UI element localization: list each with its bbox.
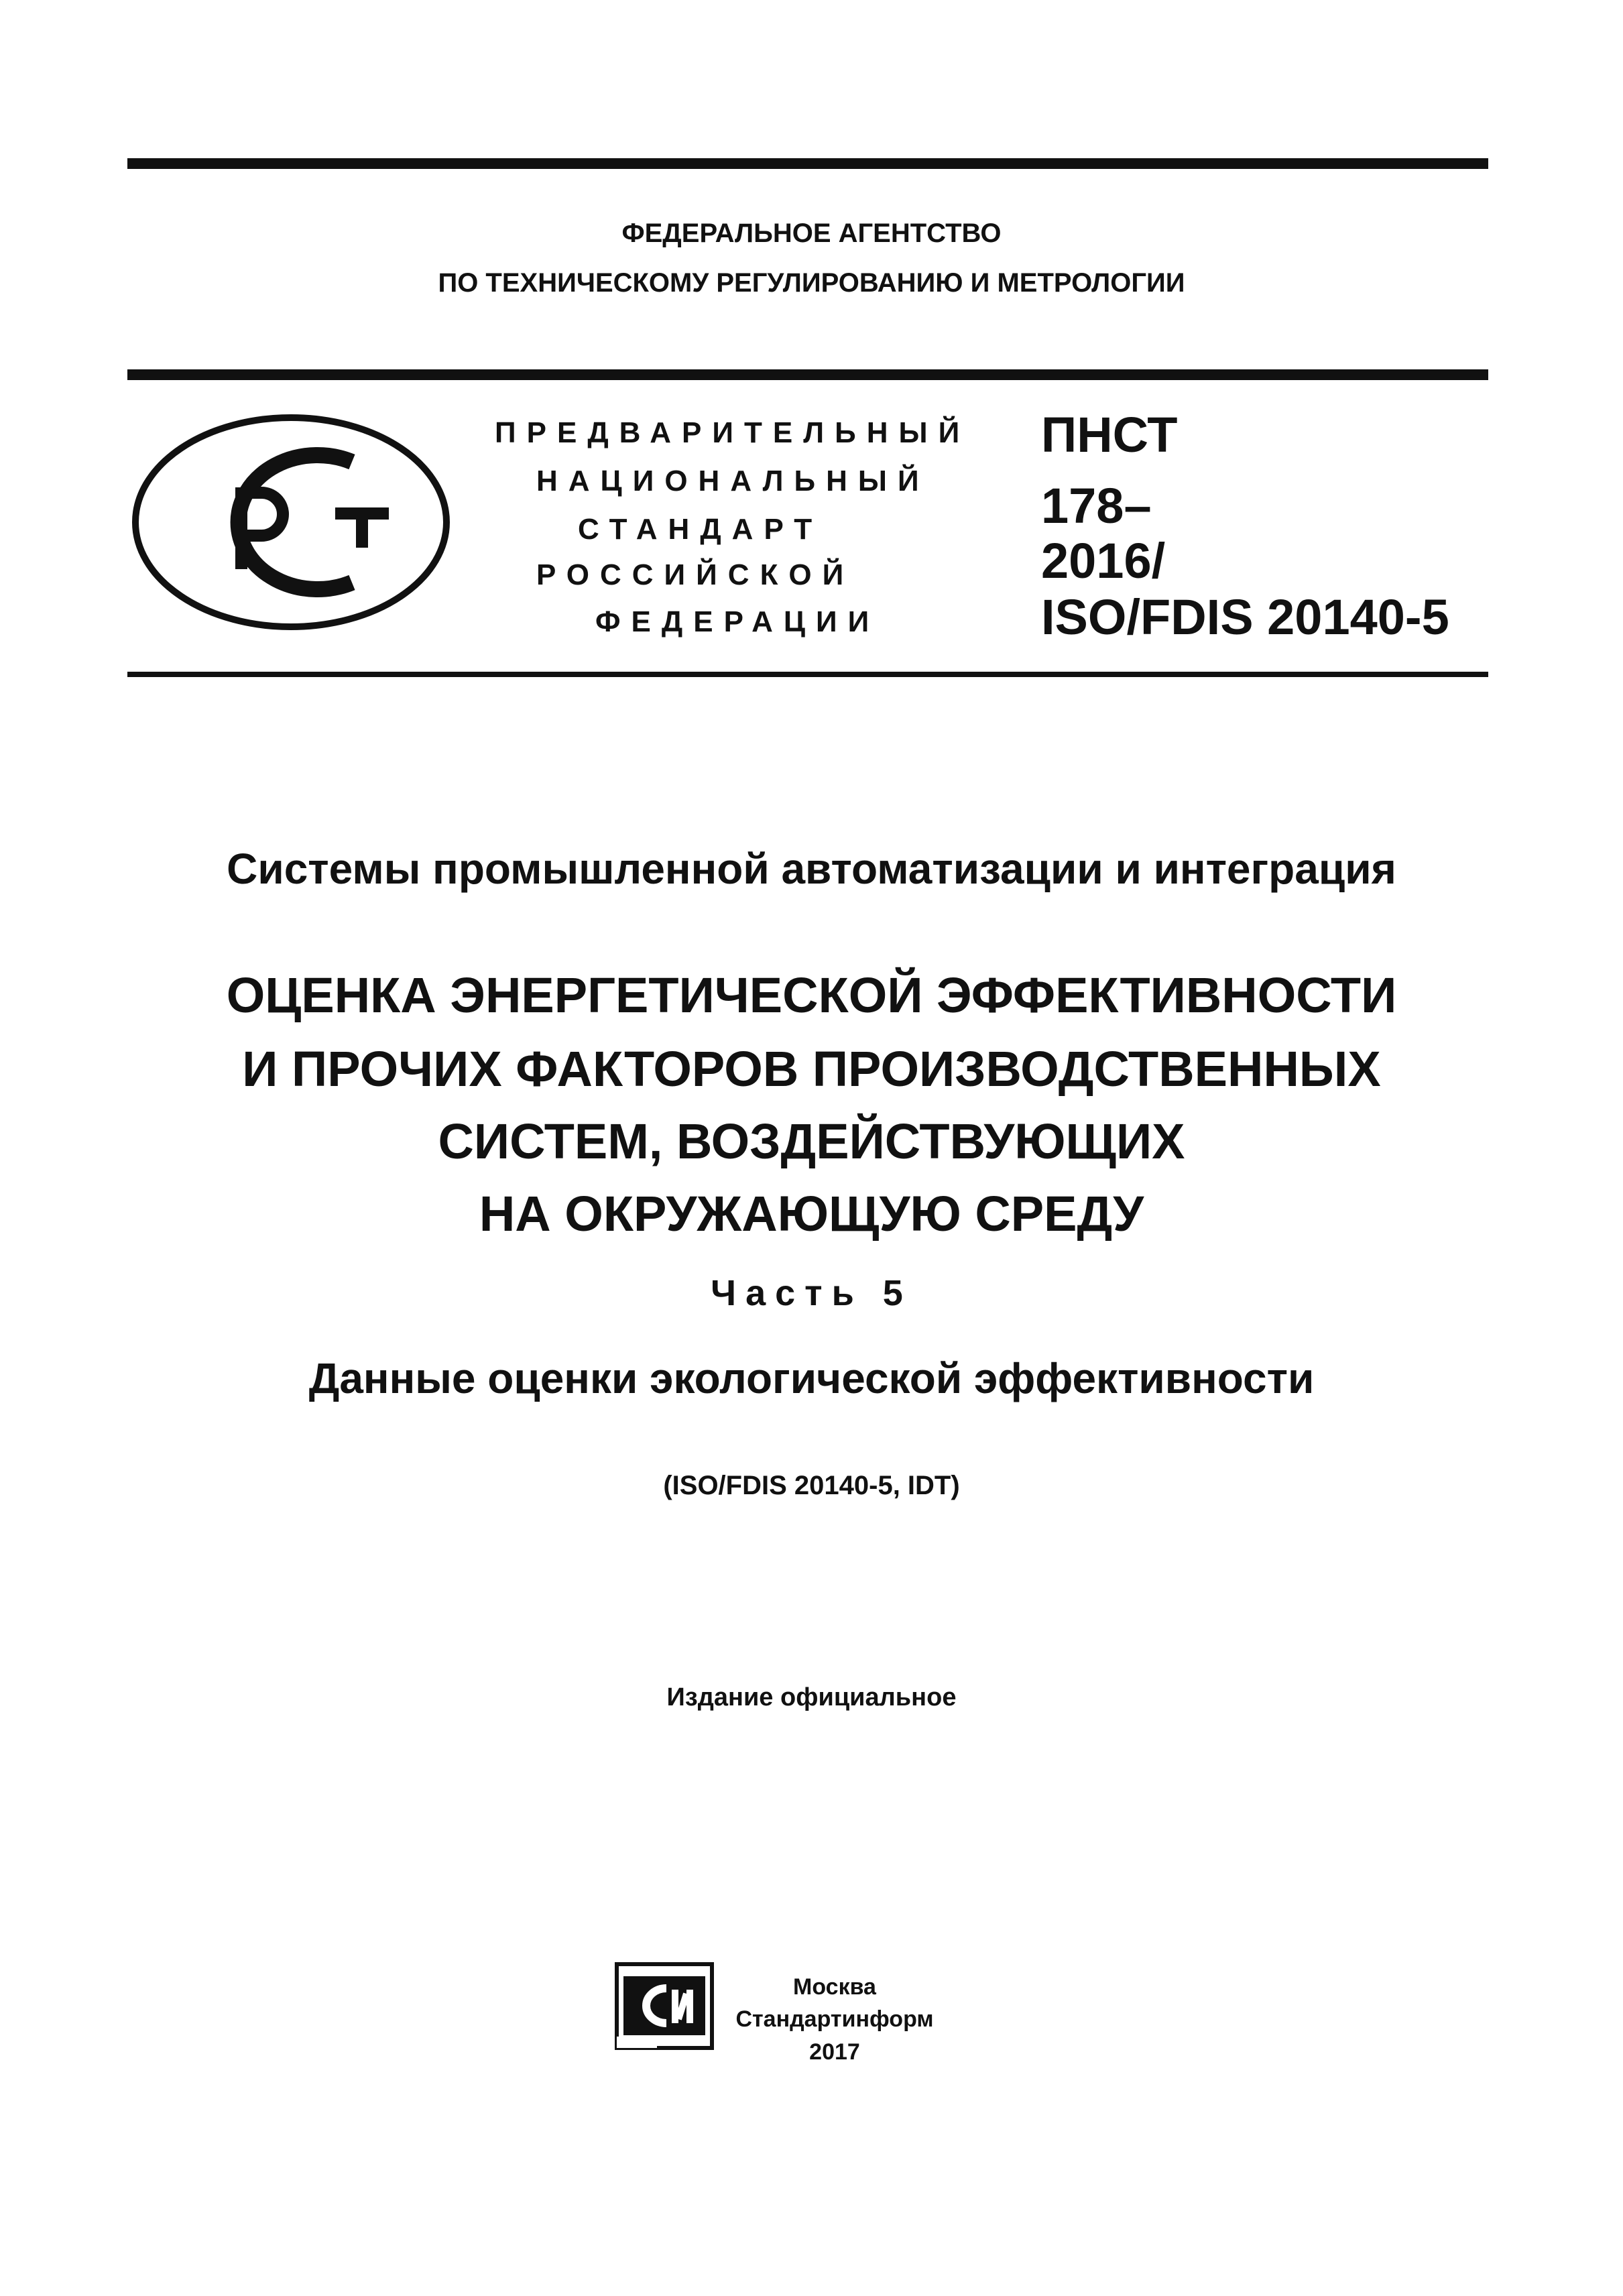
iso-reference: (ISO/FDIS 20140-5, IDT)	[663, 1471, 960, 1500]
designation-line-1: ПНСТ	[1041, 407, 1178, 463]
standard-type-line-4: РОССИЙСКОЙ	[536, 558, 855, 591]
publisher-city: Москва	[793, 1974, 876, 2000]
agency-line-2: ПО ТЕХНИЧЕСКОМУ РЕГУЛИРОВАНИЮ И МЕТРОЛОГИИ	[438, 268, 1185, 298]
edition-label: Издание официальное	[666, 1683, 957, 1711]
standard-type-line-5: ФЕДЕРАЦИИ	[595, 605, 880, 638]
designation-line-3: 2016/	[1041, 533, 1166, 589]
main-title-line-3: СИСТЕМ, ВОЗДЕЙСТВУЮЩИХ	[438, 1113, 1185, 1169]
gost-r-emblem-icon	[131, 414, 451, 631]
lower-rule	[127, 672, 1488, 677]
part-title: Данные оценки экологической эффективности	[308, 1354, 1315, 1402]
agency-line-1: ФЕДЕРАЛЬНОЕ АГЕНТСТВО	[621, 219, 1002, 248]
standartinform-logo-icon	[614, 1961, 715, 2051]
standard-type-line-2: НАЦИОНАЛЬНЫЙ	[536, 465, 930, 497]
standard-type-line-3: СТАНДАРТ	[578, 513, 823, 546]
standard-type-line-1: ПРЕДВАРИТЕЛЬНЫЙ	[495, 416, 971, 449]
middle-rule	[127, 369, 1488, 380]
main-title-line-1: ОЦЕНКА ЭНЕРГЕТИЧЕСКОЙ ЭФФЕКТИВНОСТИ	[226, 967, 1397, 1023]
part-label: Часть 5	[711, 1273, 912, 1313]
publisher-name: Стандартинформ	[735, 2006, 934, 2032]
main-title-line-4: НА ОКРУЖАЮЩУЮ СРЕДУ	[479, 1186, 1144, 1242]
publisher-year: 2017	[809, 2039, 860, 2065]
series-title: Системы промышленной автоматизации и интеграция	[227, 845, 1396, 893]
designation-line-4: ISO/FDIS 20140-5	[1041, 589, 1449, 645]
main-title-line-2: И ПРОЧИХ ФАКТОРОВ ПРОИЗВОДСТВЕННЫХ	[242, 1041, 1381, 1097]
designation-line-2: 178–	[1041, 478, 1152, 534]
top-rule	[127, 158, 1488, 169]
